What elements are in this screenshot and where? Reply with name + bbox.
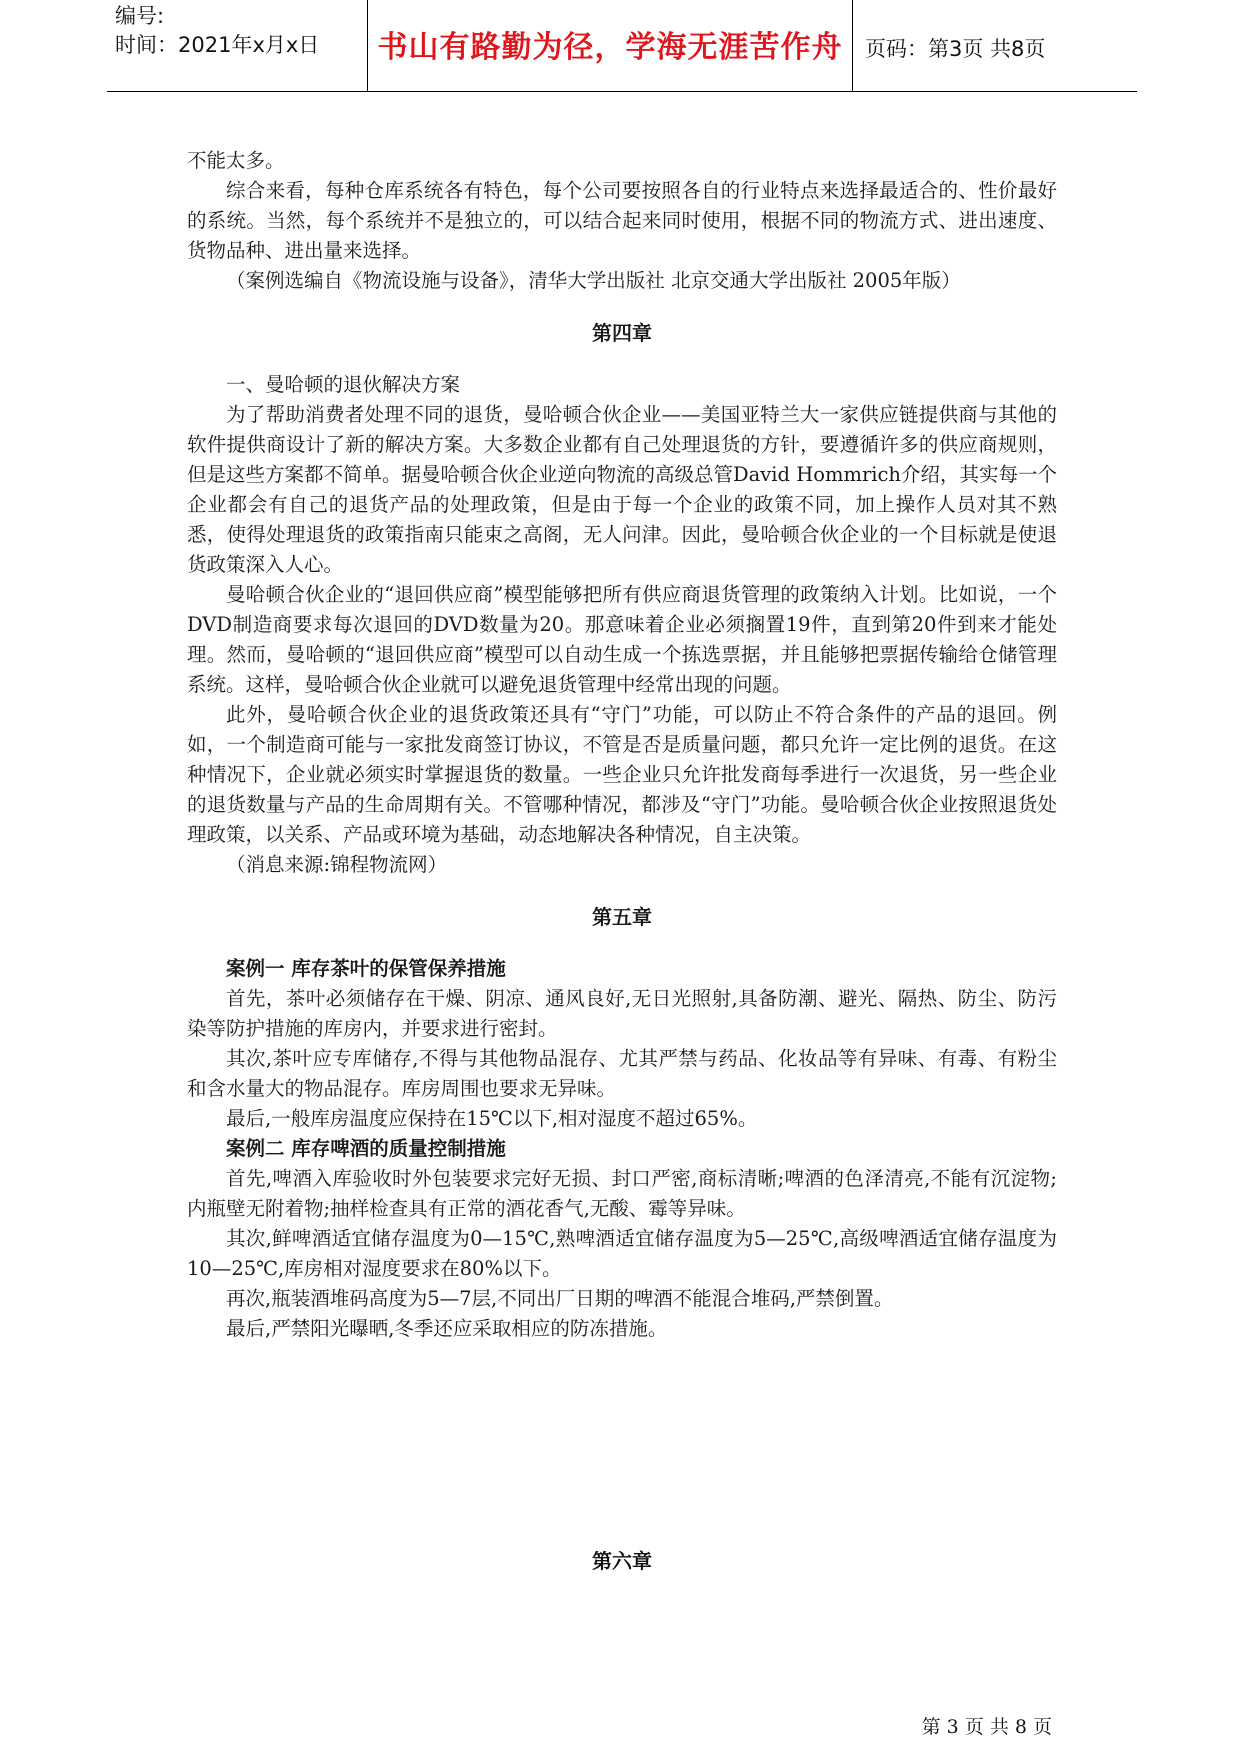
paragraph-ch4-2: 曼哈顿合伙企业的“退回供应商”模型能够把所有供应商退货管理的政策纳入计划。比如说，一个DVD制造商要求每次退回的DVD数量为20。那意味着企业必须搁置19件，直到第20件到来才能处理。然而，曼哈顿的“退回供应商”模型可以自动生成一个拣选票据，并且能够把票据传输给仓储管理系统。这样，曼哈顿合伙企业就可以避免退货管理中经常出现的问题。: [187, 583, 1057, 696]
paragraph-ch4-1: 为了帮助消费者处理不同的退货，曼哈顿合伙企业——美国亚特兰大一家供应链提供商与其他的软件提供商设计了新的解决方案。大多数企业都有自己处理退货的方针，要遵循许多的供应商规则，但是这些方案都不简单。据曼哈顿合伙企业逆向物流的高级总管David Hommrich介绍，其实每一个企业都会有自己的退货产品的处理政策，但是由于每一个企业的政策不同，加上操作人员对其不熟悉，使得处理退货的政策指南只能束之高阁，无人问津。因此，曼哈顿合伙企业的一个目标就是使退货政策深入人心。: [187, 403, 1057, 576]
paragraph-ch4-3: 此外，曼哈顿合伙企业的退货政策还具有“守门”功能，可以防止不符合条件的产品的退回。例如，一个制造商可能与一家批发商签订协议，不管是否是质量问题，都只允许一定比例的退货。在这种情况下，企业就必须实时掌握退货的数量。一些企业只允许批发商每季进行一次退货，另一些企业的退货数量与产品的生命周期有关。不管哪种情况，都涉及“守门”功能。曼哈顿合伙企业按照退货处理政策，以关系、产品或环境为基础，动态地解决各种情况，自主决策。: [187, 703, 1057, 846]
header-divider-left: [367, 0, 368, 92]
chapter-6-title: 第六章: [592, 1549, 652, 1573]
header-divider-right: [852, 0, 853, 92]
paragraph-case2-3: 再次,瓶装酒堆码高度为5—7层,不同出厂日期的啤酒不能混合堆码,严禁倒置。: [226, 1287, 894, 1310]
paragraph-case2-4: 最后,严禁阳光曝晒,冬季还应采取相应的防冻措施。: [226, 1317, 668, 1340]
page-footer: 第 3 页 共 8 页: [921, 1716, 1052, 1738]
case-1-title: 案例一 库存茶叶的保管保养措施: [226, 957, 506, 980]
chapter-4-title: 第四章: [592, 321, 652, 345]
paragraph-case1-3: 最后,一般库房温度应保持在15℃以下,相对湿度不超过65%。: [226, 1107, 758, 1130]
page-header: [107, 0, 1137, 92]
paragraph-continued: 不能太多。: [187, 149, 285, 172]
paragraph-case1-2: 其次,茶叶应专库储存,不得与其他物品混存、尤其严禁与药品、化妆品等有异味、有毒、有粉尘和含水量大的物品混存。库房周围也要求无异味。: [187, 1047, 1057, 1100]
paragraph-case1-1: 首先，茶叶必须储存在干燥、阴凉、通风良好,无日光照射,具备防潮、避光、隔热、防尘、防污染等防护措施的库房内，并要求进行密封。: [187, 987, 1057, 1040]
document-number-label: 编号:: [115, 4, 165, 28]
case-2-title: 案例二 库存啤酒的质量控制措施: [226, 1137, 506, 1160]
paragraph-case2-1: 首先,啤酒入库验收时外包装要求完好无损、封口严密,商标清晰;啤酒的色泽清亮,不能有沉淀物;内瓶壁无附着物;抽样检查具有正常的酒花香气,无酸、霉等异味。: [187, 1167, 1057, 1220]
header-page-number: 页码：第3页 共8页: [865, 37, 1046, 61]
paragraph-summary: 综合来看，每种仓库系统各有特色，每个公司要按照各自的行业特点来选择最适合的、性价最好的系统。当然，每个系统并不是独立的，可以结合起来同时使用，根据不同的物流方式、进出速度、货物品种、进出量来选择。: [187, 179, 1057, 262]
document-date: 时间：2021年x月x日: [115, 33, 320, 57]
chapter-5-title: 第五章: [592, 905, 652, 929]
source-citation: （案例选编自《物流设施与设备》，清华大学出版社 北京交通大学出版社 2005年版）: [226, 269, 961, 292]
paragraph-case2-2: 其次,鲜啤酒适宜储存温度为0—15℃,熟啤酒适宜储存温度为5—25℃,高级啤酒适宜储存温度为10—25℃,库房相对湿度要求在80%以下。: [187, 1227, 1057, 1280]
document-body: [187, 146, 1057, 1344]
source-citation-ch4: （消息来源:锦程物流网）: [226, 853, 448, 876]
header-motto: 书山有路勤为径，学海无涯苦作舟: [377, 30, 843, 65]
chapter-6-block: [187, 1545, 1057, 1574]
section-heading-manhattan: 一、曼哈顿的退伙解决方案: [226, 373, 461, 396]
